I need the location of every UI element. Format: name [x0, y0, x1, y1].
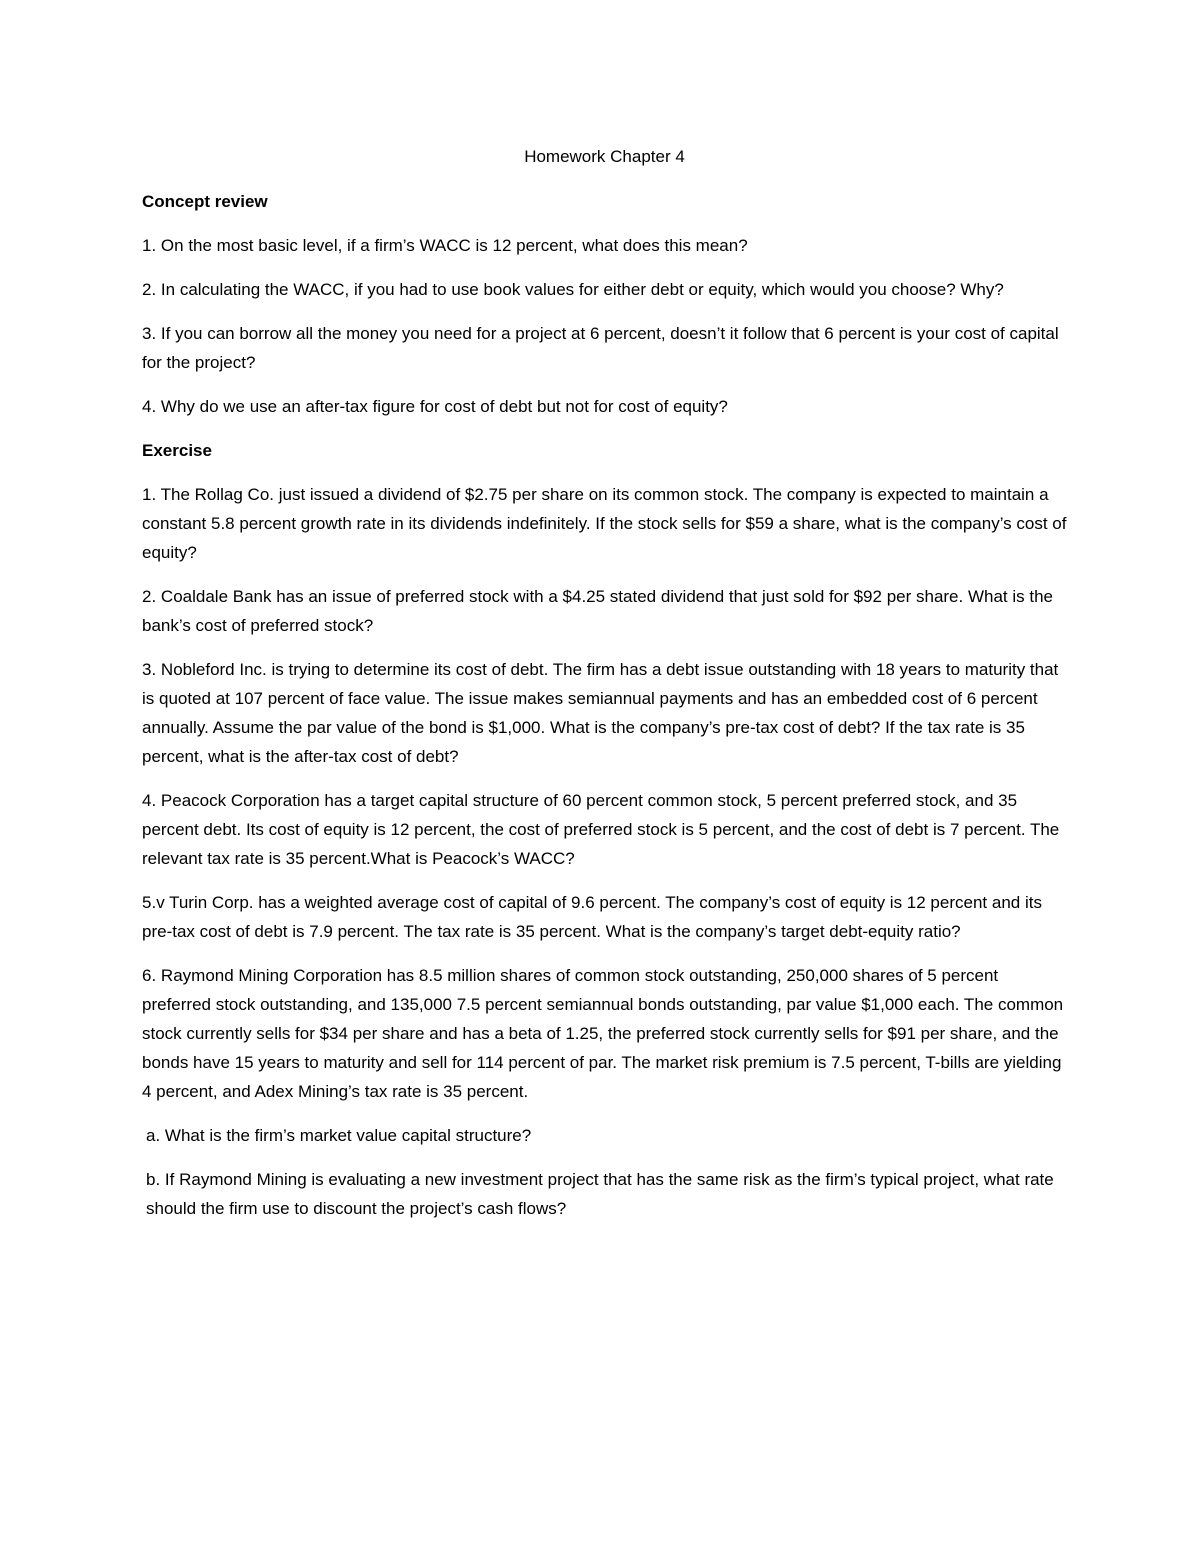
exercise-question-4 — [142, 786, 1067, 873]
question-number: 5. — [142, 893, 157, 912]
exercise-question-6 — [142, 961, 1067, 1106]
exercise-question-5 — [142, 888, 1067, 946]
concept-review-heading: Concept review — [142, 192, 268, 211]
concept-question-1 — [142, 231, 1067, 260]
sub-question-label: b. — [146, 1170, 161, 1189]
question-text: On the most basic level, if a firm’s WACC is 12 percent, what does this mean? — [160, 236, 748, 255]
sub-question-a — [142, 1121, 1067, 1150]
question-number: 3. — [142, 660, 157, 679]
question-number: 2. — [142, 587, 157, 606]
question-text: v Turin Corp. has a weighted average cost of capital of 9.6 percent. The company’s cost of equity is 12 percent and its pre-tax cost of debt is 7.9 percent. The tax rate is 35 percent. What is the company’s target debt-equity ratio? — [142, 893, 1042, 941]
question-number: 3. — [142, 324, 157, 343]
question-text: The Rollag Co. just issued a dividend of $2.75 per share on its common stock. The company is expected to maintain a constant 5.8 percent growth rate in its dividends indefinitely. If the stock sells for $59 a share, what is the company’s cost of equity? — [142, 485, 1067, 562]
question-number: 4. — [142, 791, 157, 810]
document-content — [142, 142, 1067, 1238]
exercise-question-2 — [142, 582, 1067, 640]
page-title: Homework Chapter 4 — [524, 147, 685, 166]
question-number: 2. — [142, 280, 157, 299]
question-text: Raymond Mining Corporation has 8.5 million shares of common stock outstanding, 250,000 shares of 5 percent preferred stock outstanding, and 135,000 7.5 percent semiannual bonds outstanding, par value $1,000 each. The common stock currently sells for $34 per share and has a beta of 1.25, the preferred stock currently sells for $91 per share, and the bonds have 15 years to maturity and sell for 114 percent of par. The market risk premium is 7.5 percent, T-bills are yielding 4 percent, and Adex Mining’s tax rate is 35 percent. — [142, 966, 1064, 1101]
question-text: Coaldale Bank has an issue of preferred stock with a $4.25 stated dividend that just sold for $92 per share. What is the bank’s cost of preferred stock? — [142, 587, 1053, 635]
exercise-heading: Exercise — [142, 441, 212, 460]
sub-question-b — [142, 1165, 1067, 1223]
question-text: If you can borrow all the money you need for a project at 6 percent, doesn’t it follow that 6 percent is your cost of capital for the project? — [142, 324, 1059, 372]
exercise-question-3 — [142, 655, 1067, 771]
concept-question-3 — [142, 319, 1067, 377]
question-text: Peacock Corporation has a target capital structure of 60 percent common stock, 5 percent preferred stock, and 35 percent debt. Its cost of equity is 12 percent, the cost of preferred stock is 5 percent, and the cost of debt is 7 percent. The relevant tax rate is 35 percent.What is Peacock’s WACC? — [142, 791, 1060, 868]
question-number: 6. — [142, 966, 157, 985]
sub-question-text: What is the firm’s market value capital structure? — [164, 1126, 532, 1145]
question-number: 1. — [142, 236, 157, 255]
question-number: 4. — [142, 397, 157, 416]
sub-question-label: a. — [146, 1126, 161, 1145]
sub-question-text: If Raymond Mining is evaluating a new investment project that has the same risk as the firm’s typical project, what rate should the firm use to discount the project’s cash flows? — [146, 1170, 1054, 1218]
question-text: Why do we use an after-tax figure for cost of debt but not for cost of equity? — [160, 397, 728, 416]
question-number: 1. — [142, 485, 157, 504]
exercise-question-1 — [142, 480, 1067, 567]
question-text: In calculating the WACC, if you had to use book values for either debt or equity, which would you choose? Why? — [160, 280, 1004, 299]
concept-question-2 — [142, 275, 1067, 304]
question-text: Nobleford Inc. is trying to determine its cost of debt. The firm has a debt issue outstanding with 18 years to maturity that is quoted at 107 percent of face value. The issue makes semiannual payments and has an embedded cost of 6 percent annually. Assume the par value of the bond is $1,000. What is the company’s pre-tax cost of debt? If the tax rate is 35 percent, what is the after-tax cost of debt? — [142, 660, 1059, 766]
concept-question-4 — [142, 392, 1067, 421]
